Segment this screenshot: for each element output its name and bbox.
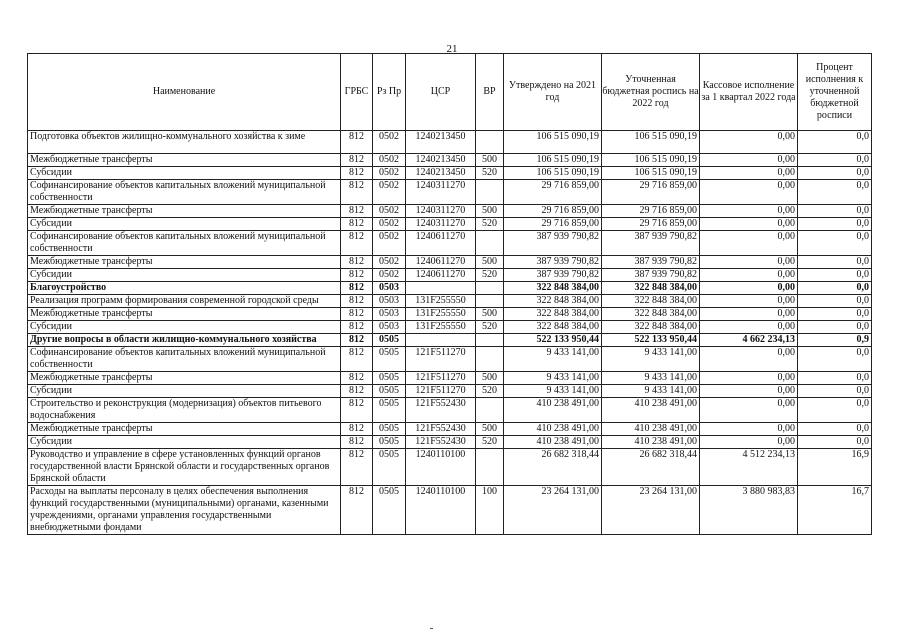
header-grbs: ГРБС [341,54,373,131]
row-rzpr: 0503 [373,282,406,295]
row-refined: 387 939 790,82 [602,231,700,256]
row-rzpr: 0505 [373,436,406,449]
row-vr: 500 [476,372,504,385]
row-rzpr: 0505 [373,398,406,423]
row-grbs: 812 [341,449,373,486]
row-cash: 0,00 [700,154,798,167]
header-csr: ЦСР [406,54,476,131]
row-grbs: 812 [341,486,373,535]
row-name: Реализация программ формирования современной городской среды [28,295,341,308]
row-percent: 0,0 [798,218,872,231]
row-cash: 0,00 [700,372,798,385]
row-cash: 0,00 [700,167,798,180]
row-cash: 0,00 [700,308,798,321]
row-grbs: 812 [341,321,373,334]
table-row [28,167,872,180]
row-vr [476,131,504,154]
row-percent: 0,0 [798,295,872,308]
row-vr: 500 [476,308,504,321]
row-rzpr: 0502 [373,167,406,180]
row-approved: 387 939 790,82 [504,269,602,282]
row-name: Софинансирование объектов капитальных вложений муниципальной собственности [28,231,341,256]
table-row [28,180,872,205]
row-refined: 322 848 384,00 [602,321,700,334]
row-csr: 1240311270 [406,218,476,231]
header-approved: Утверждено на 2021 год [504,54,602,131]
row-percent: 0,0 [798,436,872,449]
row-name: Руководство и управление в сфере установленных функций органов государственной власти Брянской области и государственных органов Брянской области [28,449,341,486]
row-name: Подготовка объектов жилищно-коммунального хозяйства к зиме [28,131,341,154]
row-rzpr: 0502 [373,256,406,269]
row-percent: 0,0 [798,321,872,334]
header-vr: ВР [476,54,504,131]
row-csr: 1240311270 [406,180,476,205]
row-grbs: 812 [341,167,373,180]
row-vr [476,347,504,372]
row-approved: 410 238 491,00 [504,423,602,436]
row-percent: 0,0 [798,269,872,282]
row-refined: 9 433 141,00 [602,385,700,398]
row-rzpr: 0502 [373,180,406,205]
row-csr: 121F511270 [406,385,476,398]
row-vr: 500 [476,154,504,167]
row-refined: 9 433 141,00 [602,347,700,372]
row-refined: 9 433 141,00 [602,372,700,385]
header-refined: Уточненная бюджетная роспись на 2022 год [602,54,700,131]
row-percent: 0,0 [798,347,872,372]
row-vr: 500 [476,423,504,436]
row-rzpr: 0502 [373,269,406,282]
row-rzpr: 0505 [373,347,406,372]
row-csr: 1240611270 [406,269,476,282]
table-row [28,154,872,167]
row-csr: 121F511270 [406,372,476,385]
row-grbs: 812 [341,334,373,347]
row-rzpr: 0503 [373,321,406,334]
row-cash: 0,00 [700,256,798,269]
row-cash: 0,00 [700,282,798,295]
row-refined: 522 133 950,44 [602,334,700,347]
row-csr: 131F255550 [406,308,476,321]
table-row [28,372,872,385]
header-row [28,54,872,131]
row-cash: 3 880 983,83 [700,486,798,535]
row-csr: 1240611270 [406,231,476,256]
row-name: Субсидии [28,269,341,282]
row-grbs: 812 [341,218,373,231]
row-cash: 4 512 234,13 [700,449,798,486]
table-row [28,334,872,347]
row-vr [476,231,504,256]
scan-mark [430,628,433,629]
row-grbs: 812 [341,436,373,449]
row-cash: 0,00 [700,269,798,282]
row-approved: 322 848 384,00 [504,308,602,321]
row-vr: 520 [476,385,504,398]
row-rzpr: 0503 [373,295,406,308]
table-row [28,218,872,231]
row-percent: 0,0 [798,282,872,295]
row-cash: 0,00 [700,385,798,398]
row-refined: 106 515 090,19 [602,154,700,167]
table-row [28,308,872,321]
row-grbs: 812 [341,256,373,269]
row-refined: 410 238 491,00 [602,398,700,423]
row-csr: 121F552430 [406,423,476,436]
row-rzpr: 0503 [373,308,406,321]
row-cash: 0,00 [700,131,798,154]
row-approved: 322 848 384,00 [504,282,602,295]
row-grbs: 812 [341,180,373,205]
row-refined: 106 515 090,19 [602,167,700,180]
row-name: Субсидии [28,167,341,180]
row-csr [406,282,476,295]
row-percent: 0,0 [798,423,872,436]
row-refined: 322 848 384,00 [602,282,700,295]
row-vr [476,449,504,486]
row-csr: 1240110100 [406,449,476,486]
row-name: Межбюджетные трансферты [28,372,341,385]
row-percent: 0,0 [798,398,872,423]
row-rzpr: 0505 [373,385,406,398]
row-name: Благоустройство [28,282,341,295]
row-cash: 0,00 [700,295,798,308]
row-cash: 0,00 [700,347,798,372]
row-name: Субсидии [28,385,341,398]
table-row [28,205,872,218]
row-refined: 23 264 131,00 [602,486,700,535]
table-row [28,282,872,295]
row-name: Межбюджетные трансферты [28,205,341,218]
table-row [28,347,872,372]
row-name: Софинансирование объектов капитальных вложений муниципальной собственности [28,347,341,372]
row-name: Межбюджетные трансферты [28,154,341,167]
row-rzpr: 0505 [373,334,406,347]
row-approved: 9 433 141,00 [504,385,602,398]
row-cash: 4 662 234,13 [700,334,798,347]
row-approved: 410 238 491,00 [504,398,602,423]
row-cash: 0,00 [700,436,798,449]
row-csr: 131F255550 [406,321,476,334]
page-number: 21 [446,43,458,55]
row-approved: 29 716 859,00 [504,180,602,205]
row-rzpr: 0502 [373,131,406,154]
row-name: Субсидии [28,321,341,334]
row-vr [476,398,504,423]
row-percent: 0,0 [798,231,872,256]
row-rzpr: 0505 [373,449,406,486]
row-rzpr: 0502 [373,205,406,218]
table-row [28,321,872,334]
row-refined: 387 939 790,82 [602,256,700,269]
row-rzpr: 0502 [373,154,406,167]
row-approved: 9 433 141,00 [504,372,602,385]
row-percent: 0,0 [798,167,872,180]
row-name: Межбюджетные трансферты [28,308,341,321]
row-rzpr: 0505 [373,423,406,436]
row-percent: 0,0 [798,372,872,385]
row-approved: 106 515 090,19 [504,154,602,167]
row-approved: 106 515 090,19 [504,131,602,154]
row-percent: 0,0 [798,131,872,154]
row-cash: 0,00 [700,231,798,256]
row-name: Софинансирование объектов капитальных вложений муниципальной собственности [28,180,341,205]
row-approved: 26 682 318,44 [504,449,602,486]
row-refined: 29 716 859,00 [602,205,700,218]
row-grbs: 812 [341,231,373,256]
row-approved: 322 848 384,00 [504,295,602,308]
row-name: Расходы на выплаты персоналу в целях обеспечения выполнения функций государственными (муниципальными) органами, казенными учреждениями, органами управления государственными внебюджетными фондами [28,486,341,535]
row-refined: 29 716 859,00 [602,218,700,231]
row-grbs: 812 [341,347,373,372]
row-name: Межбюджетные трансферты [28,256,341,269]
row-vr: 520 [476,269,504,282]
table-row [28,131,872,154]
row-grbs: 812 [341,423,373,436]
row-name: Строительство и реконструкция (модернизация) объектов питьевого водоснабжения [28,398,341,423]
row-percent: 0,9 [798,334,872,347]
header-cash: Кассовое исполнение за 1 квартал 2022 года [700,54,798,131]
row-refined: 410 238 491,00 [602,423,700,436]
row-csr: 1240213450 [406,154,476,167]
row-grbs: 812 [341,308,373,321]
row-csr [406,334,476,347]
row-rzpr: 0502 [373,231,406,256]
row-csr: 121F552430 [406,398,476,423]
row-grbs: 812 [341,385,373,398]
row-refined: 387 939 790,82 [602,269,700,282]
row-rzpr: 0505 [373,486,406,535]
row-percent: 16,7 [798,486,872,535]
row-cash: 0,00 [700,321,798,334]
row-grbs: 812 [341,269,373,282]
row-vr: 520 [476,167,504,180]
row-csr: 1240213450 [406,167,476,180]
row-grbs: 812 [341,282,373,295]
row-grbs: 812 [341,295,373,308]
row-name: Межбюджетные трансферты [28,423,341,436]
row-approved: 29 716 859,00 [504,205,602,218]
row-csr: 1240213450 [406,131,476,154]
row-grbs: 812 [341,398,373,423]
row-approved: 387 939 790,82 [504,256,602,269]
row-approved: 410 238 491,00 [504,436,602,449]
row-percent: 0,0 [798,154,872,167]
row-vr [476,334,504,347]
table-row [28,398,872,423]
table-row [28,436,872,449]
row-approved: 387 939 790,82 [504,231,602,256]
row-vr: 500 [476,205,504,218]
budget-table [27,53,872,535]
row-grbs: 812 [341,372,373,385]
row-vr: 520 [476,218,504,231]
row-vr: 100 [476,486,504,535]
row-csr: 121F511270 [406,347,476,372]
table-row [28,231,872,256]
row-percent: 0,0 [798,205,872,218]
row-percent: 0,0 [798,385,872,398]
table-row [28,449,872,486]
row-approved: 29 716 859,00 [504,218,602,231]
table-row [28,295,872,308]
table-body [28,131,872,535]
header-rzpr: Рз Пр [373,54,406,131]
row-refined: 26 682 318,44 [602,449,700,486]
row-cash: 0,00 [700,423,798,436]
row-csr: 131F255550 [406,295,476,308]
row-approved: 23 264 131,00 [504,486,602,535]
table-row [28,269,872,282]
row-approved: 522 133 950,44 [504,334,602,347]
row-csr: 1240611270 [406,256,476,269]
row-cash: 0,00 [700,398,798,423]
header-name: Наименование [28,54,341,131]
row-grbs: 812 [341,131,373,154]
row-refined: 29 716 859,00 [602,180,700,205]
table-row [28,486,872,535]
table-row [28,385,872,398]
row-rzpr: 0505 [373,372,406,385]
row-vr [476,295,504,308]
row-percent: 0,0 [798,256,872,269]
row-grbs: 812 [341,205,373,218]
row-cash: 0,00 [700,218,798,231]
row-vr: 520 [476,321,504,334]
row-name: Субсидии [28,436,341,449]
row-vr: 500 [476,256,504,269]
row-approved: 9 433 141,00 [504,347,602,372]
row-vr: 520 [476,436,504,449]
row-cash: 0,00 [700,205,798,218]
row-refined: 322 848 384,00 [602,308,700,321]
row-grbs: 812 [341,154,373,167]
row-name: Субсидии [28,218,341,231]
row-name: Другие вопросы в области жилищно-коммунального хозяйства [28,334,341,347]
row-refined: 106 515 090,19 [602,131,700,154]
row-percent: 16,9 [798,449,872,486]
table-row [28,256,872,269]
row-csr: 121F552430 [406,436,476,449]
row-cash: 0,00 [700,180,798,205]
row-vr [476,180,504,205]
row-percent: 0,0 [798,180,872,205]
row-refined: 410 238 491,00 [602,436,700,449]
row-percent: 0,0 [798,308,872,321]
header-percent: Процент исполнения к уточненной бюджетной росписи [798,54,872,131]
row-refined: 322 848 384,00 [602,295,700,308]
row-csr: 1240110100 [406,486,476,535]
row-rzpr: 0502 [373,218,406,231]
row-approved: 106 515 090,19 [504,167,602,180]
row-csr: 1240311270 [406,205,476,218]
table-row [28,423,872,436]
row-vr [476,282,504,295]
row-approved: 322 848 384,00 [504,321,602,334]
